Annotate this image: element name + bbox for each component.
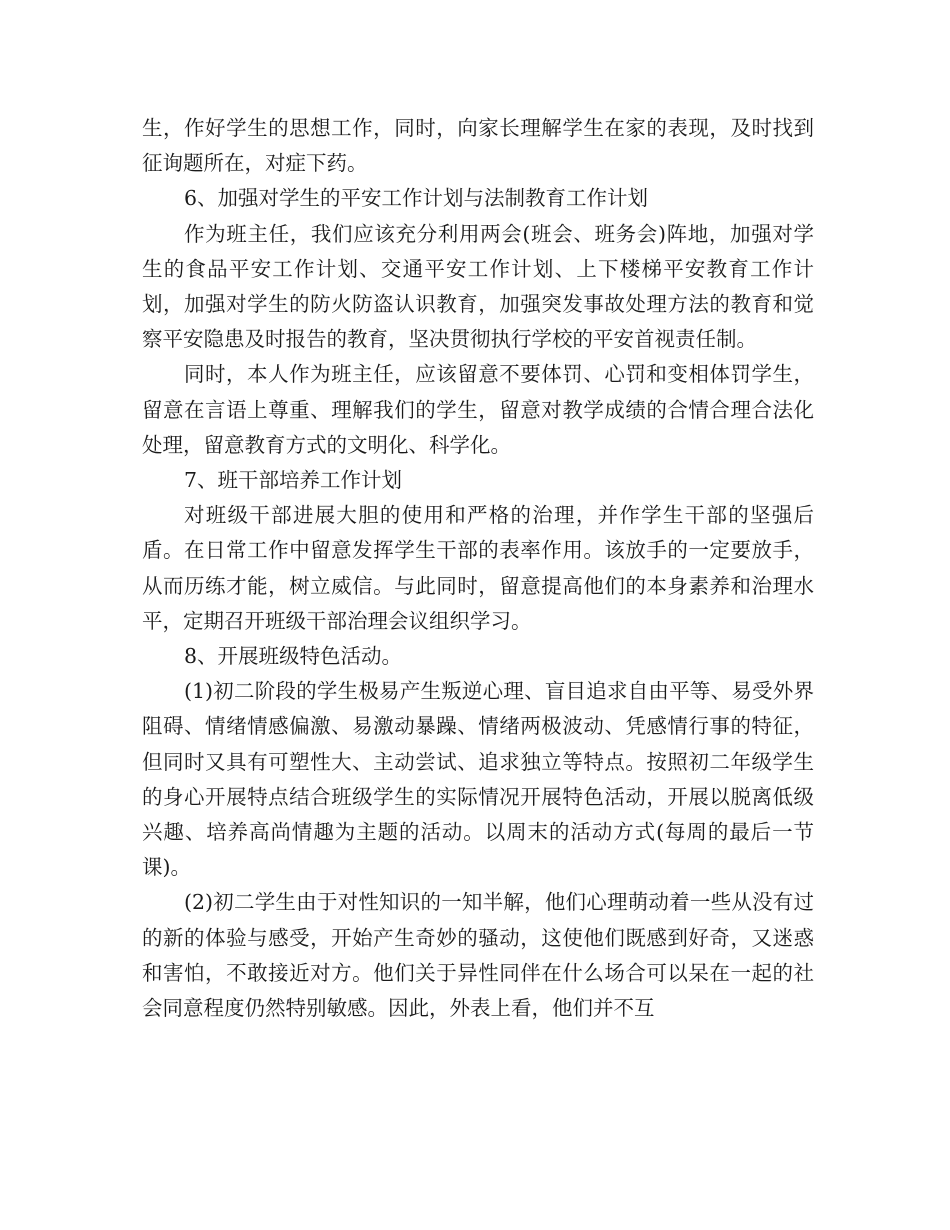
paragraph-safety-education: 作为班主任，我们应该充分利用两会(班会、班务会)阵地，加强对学生的食品平安工作计划、交通平安工作计划、上下楼梯平安教育工作计划，加强对学生的防火防盗认识教育，加强突发事故处理方法的教育和觉察平安隐患及时报告的教育，坚决贯彻执行学校的平安首视责任制。 xyxy=(142,221,814,352)
paragraph-activity-1: (1)初二阶段的学生极易产生叛逆心理、盲目追求自由平等、易受外界阻碍、情绪情感偏激、易激动暴躁、情绪两极波动、凭感情行事的特征，但同时又具有可塑性大、主动尝试、追求独立等特点。按照初二年级学生的身心开展特点结合班级学生的实际情况开展特色活动，开展以脱离低级兴趣、培养高尚情趣为主题的活动。以周末的活动方式(每周的最后一节课)。 xyxy=(142,679,814,880)
section-heading-6: 6、加强对学生的平安工作计划与法制教育工作计划 xyxy=(184,186,649,211)
paragraph-class-cadres: 对班级干部进展大胆的使用和严格的治理，并作学生干部的坚强后盾。在日常工作中留意发挥学生干部的表率作用。该放手的一定要放手，从而历练才能，树立威信。与此同时，留意提高他们的本身素养和治理水平，定期召开班级干部治理会议组织学习。 xyxy=(142,503,814,633)
paragraph-no-corporal-punishment: 同时，本人作为班主任，应该留意不要体罚、心罚和变相体罚学生，留意在言语上尊重、理解我们的学生，留意对教学成绩的合情合理合法化处理，留意教育方式的文明化、科学化。 xyxy=(142,362,814,457)
document-body xyxy=(142,111,814,1026)
paragraph-activity-2: (2)初二学生由于对性知识的一知半解，他们心理萌动着一些从没有过的新的体验与感受，开始产生奇妙的骚动，这使他们既感到好奇，又迷惑和害怕，不敢接近对方。他们关于异性同伴在什么场合可以呆在一起的社会同意程度仍然特别敏感。因此，外表上看，他们并不互 xyxy=(142,890,814,1021)
section-heading-7: 7、班干部培养工作计划 xyxy=(184,468,403,493)
paragraph-continuation: 生，作好学生的思想工作，同时，向家长理解学生在家的表现，及时找到征询题所在，对症下药。 xyxy=(142,116,814,176)
section-heading-8: 8、开展班级特色活动。 xyxy=(184,644,403,669)
